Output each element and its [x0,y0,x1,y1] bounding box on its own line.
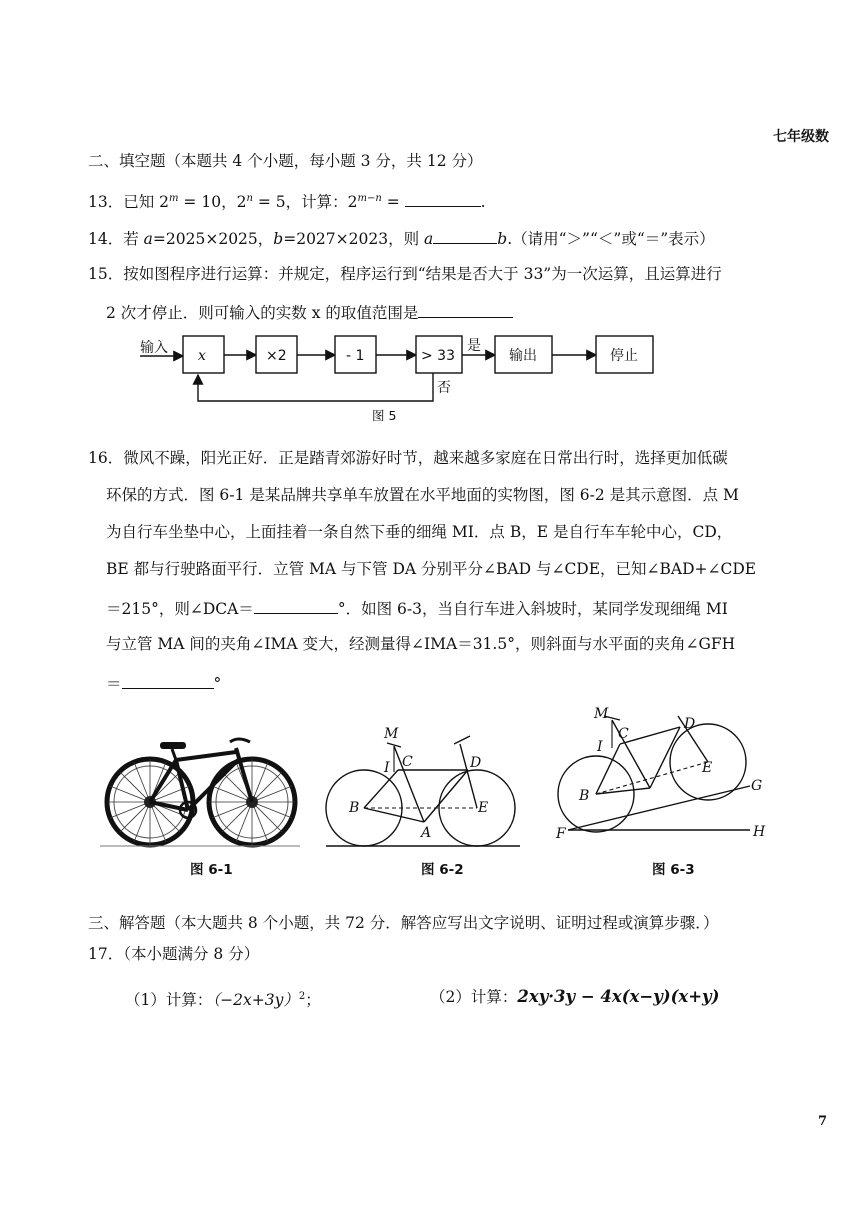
question-16-line-4: BE 都与行驶路面平行．立管 MA 与下管 DA 分别平分∠BAD 与∠CDE，已知∠BAD+∠CDE [106,560,757,578]
flow-caption: 图 5 [372,408,397,423]
fig2-point-C: C [402,754,413,770]
fig2-point-B: B [349,800,360,816]
question-16-line-6: 与立管 MA 间的夹角∠IMA 变大，经测量得∠IMA＝31.5°，则斜面与水平面的夹角∠GFH [106,635,736,653]
question-15-line-2: 2 次才停止．则可输入的实数 x 的取值范围是 [106,301,513,323]
question-13: 13．已知 $2^m = 10$，$2^n = 5$，计算：$2^{m-n}$ = . [88,189,486,212]
fig3-point-B: B [579,788,590,804]
flow-text-x: x [198,348,206,364]
fig3-point-D: D [684,716,696,732]
flow-no-label: 否 [437,380,451,396]
question-15-line-1: 15．按如图程序进行运算：并规定，程序运行到“结果是否大于 33”为一次运算，且运算进行 [88,265,722,283]
fig2-point-E: E [478,800,489,816]
flow-text-minus1: - 1 [346,348,365,364]
fig3-point-G: G [751,778,763,794]
question-17-part-1: （1）计算：$(-2x+3y)^2$； [125,991,321,1010]
page-number-mark: 7 [818,1114,828,1129]
header-corner-label: 七年级数 [773,129,829,145]
question-14: 14．若 a=2025×2025，b=2027×2023，则 a b.（请用“＞”“＜”或“＝”表示） [88,227,715,249]
question-16-line-2: 环保的方式．图 6-1 是某品牌共享单车放置在水平地面的实物图，图 6-2 是其示意图．点 M [106,486,739,504]
fig3-point-F: F [556,826,566,842]
flow-text-compare33: > 33 [421,348,455,364]
fig2-point-D: D [470,755,482,771]
flow-text-output: 输出 [509,348,537,364]
fig3-point-H: H [753,824,766,840]
section-3-title: 三、解答题（本大题共 8 个小题，共 72 分．解答应写出文字说明、证明过程或演算步骤．） [88,914,719,932]
fig3-point-E: E [702,760,713,776]
question-16-line-7: ＝ ° [106,672,221,694]
fig3-point-I: I [597,739,603,755]
question-17-title: 17．（本小题满分 8 分） [88,945,260,963]
figure-6-1-caption: 图 6-1 [190,862,233,878]
fig2-point-I: I [384,760,390,776]
figure-6-2-caption: 图 6-2 [421,862,464,878]
question-16-line-1: 16．微风不躁，阳光正好．正是踏青郊游好时节，越来越多家庭在日常出行时，选择更加低碳 [88,449,728,467]
fig2-point-A: A [421,825,432,841]
question-16-line-5: ＝215°，则∠DCA＝ °．如图 6-3，当自行车进入斜坡时，某同学发现细绳 MI [106,597,728,619]
fig3-slope [568,786,750,830]
flow-text-times2: ×2 [266,348,287,364]
question-17-part-2: （2）计算：2xy·3y − 4x(x−y)(x+y) [430,987,720,1006]
figure-6-3-caption: 图 6-3 [652,862,695,878]
flow-input-label: 输入 [140,340,168,356]
flow-text-stop: 停止 [610,348,638,364]
fig2-point-M: M [384,726,399,742]
question-16-line-3: 为自行车坐垫中心，上面挂着一条自然下垂的细绳 MI．点 B，E 是自行车车轮中心，CD， [106,523,733,541]
section-2-title: 二、填空题（本题共 4 个小题，每小题 3 分，共 12 分） [88,152,483,170]
fig3-point-M: M [594,706,609,722]
flow-yes-label: 是 [467,338,481,354]
fig3-point-C: C [618,726,629,742]
